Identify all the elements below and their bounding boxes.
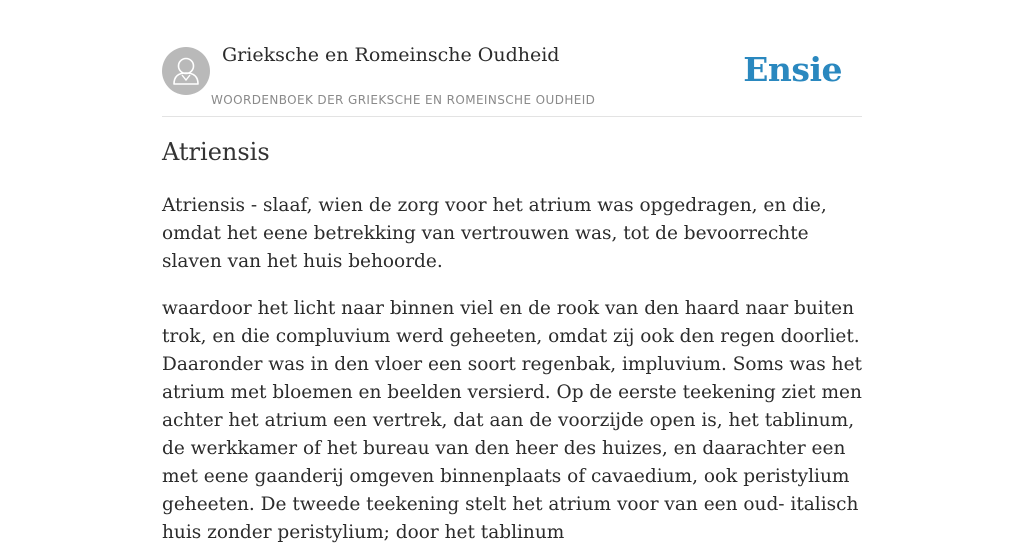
user-silhouette-icon xyxy=(162,47,210,95)
author-avatar[interactable] xyxy=(162,47,210,95)
article-paragraph-2: waardoor het licht naar binnen viel en de rook van den haard naar buiten trok, en die compluvium werd geheeten, omdat zij ook den regen doorliet. Daaronder was in den vloer een soort regenbak, impluvium. Soms was het atrium met bloemen en beelden versierd. Op de eerste teekening ziet men achter het atrium een vertrek, dat aan de voorzijde open is, het tablinum, de werkkamer of het bureau van den heer des huizes, en daarachter een met eene gaanderij omgeven binnenplaats of cavaedium, ook peristylium geheeten. De tweede teekening stelt het atrium voor van een oud- italisch huis zonder peristylium; door het tablinum xyxy=(162,298,862,543)
header xyxy=(162,0,862,117)
article-title: Atriensis xyxy=(162,138,270,166)
page xyxy=(162,0,862,543)
article-paragraph-1: Atriensis - slaaf, wien de zorg voor het atrium was opgedragen, en die, omdat het eene betrekking van vertrouwen was, tot de bevoorrechte slaven van het huis behoorde. xyxy=(162,195,827,272)
author-name-link[interactable]: Grieksche en Romeinsche Oudheid xyxy=(222,44,560,66)
source-subtitle-link[interactable]: WOORDENBOEK DER GRIEKSCHE EN ROMEINSCHE OUDHEID xyxy=(211,93,596,107)
ensie-logo[interactable]: Ensie xyxy=(743,50,842,89)
